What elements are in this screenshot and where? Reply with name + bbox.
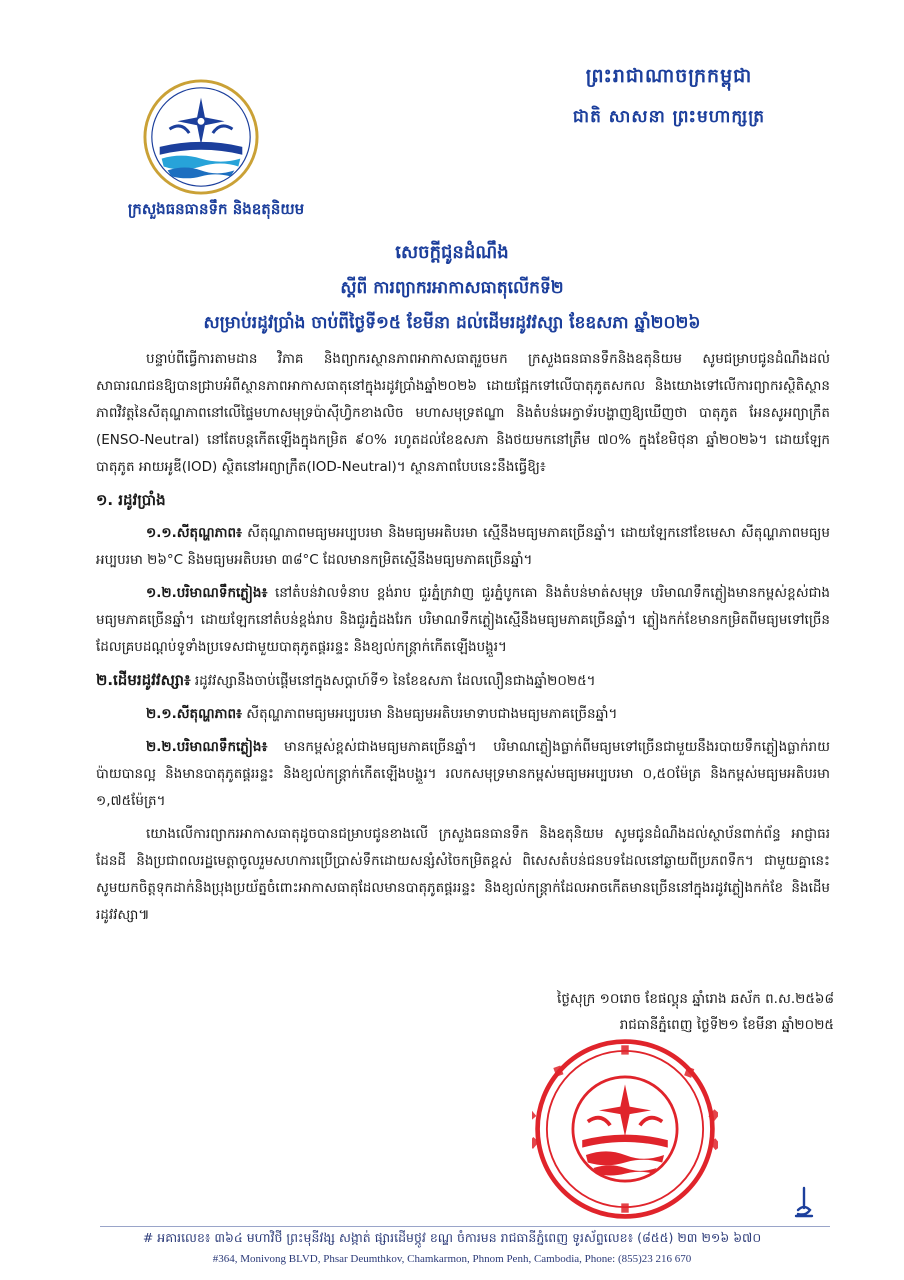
footer-address-english: #364, Monivong BLVD, Phsar Deumthkov, Chamkarmon, Phnom Penh, Cambodia, Phone: (855)23 216 670: [212, 1253, 692, 1265]
notice-title: សេចក្ដីជូនដំណឹង: [395, 242, 509, 263]
intro-paragraph: បន្ទាប់ពីធ្វើការតាមដាន វិភាគ និងព្យាករស្ថានភាពអាកាសធាតុរួចមក ក្រសួងធនធានទឹកនិងឧតុនិយម សូមជម្រាបជូនដំណឹងដល់សាធារណជនឱ្យបានជ្រាបអំពីស្ថានភាពអាកាសធាតុនៅក្នុងរដូវប្រាំងឆ្នាំ២០២៦ ដោយផ្អែកទៅលើបាតុភូតសកល និងយោងទៅលើការព្យាករស្ថិតិស្ថានភាពវិវត្តនៃសីតុណ្ហភាពនៅលើផ្ទៃមហាសមុទ្រប៉ាស៊ីហ្វិកខាងលិច មហាសមុទ្រឥណ្ឌា និងតំបន់អេក្វាទ័របង្ហាញឱ្យឃើញថា បាតុភូត អែនសូអព្យាក្រឹត (ENSO-Neutral) នៅតែបន្តកើតឡើងក្នុងកម្រិត ៩០% រហូតដល់ខែឧសភា និងថយមកនៅត្រឹម ៧០% ក្នុងខែមិថុនា ឆ្នាំ២០២៦។ ដោយឡែកបាតុភូត អាយអូឌី(IOD) ស្ថិតនៅអព្យាក្រឹត(IOD-Neutral)។ ស្ថានភាពបែបនេះនឹងធ្វើឱ្យ៖: [96, 351, 830, 475]
section2-heading-line: [96, 667, 830, 695]
date-block: [454, 986, 834, 1038]
solar-date: រាជធានីភ្នំពេញ ថ្ងៃទី២១ ខែមីនា ឆ្នាំ២០២៥: [619, 1017, 834, 1033]
notice-title-block: [70, 240, 834, 337]
section1-item1-label: ១.១.សីតុណ្ហភាព៖: [146, 525, 242, 541]
section1-item1-text: សីតុណ្ហភាពមធ្យមអប្បបរមា និងមធ្យមអតិបរមា ស្មើនឹងមធ្យមភាគច្រើនឆ្នាំ។ ដោយឡែកនៅខែមេសា សីតុណ្ហភាពមធ្យមអប្បបរមា ២៦°C និងមធ្យមអតិបរមា ៣៨°C ដែលមានកម្រិតស្មើនឹងមធ្យមភាគច្រើនឆ្នាំ។: [96, 525, 830, 568]
section2-item2-label: ២.២.បរិមាណទឹកភ្លៀង៖: [146, 739, 268, 755]
lunar-date: ថ្ងៃសុក្រ ១០រោច ខែផល្គុន ឆ្នាំរោង ឆស័ក ព.ស.២៥៦៨: [557, 991, 834, 1007]
section2-heading: ២.ដើមរដូវវស្សា៖: [96, 671, 191, 689]
notice-subject: ស្ដីពី ការព្យាករអាកាសធាតុលើកទី២: [340, 278, 564, 298]
official-seal-icon: [532, 1036, 718, 1222]
section2-item1-label: ២.១.សីតុណ្ហភាព៖: [146, 706, 242, 722]
notice-body: [96, 346, 830, 935]
section2-heading-text: រដូវវស្សានឹងចាប់ផ្ដើមនៅក្នុងសប្ដាហ៍ទី១ នៃខែឧសភា ដែលលឿនជាងឆ្នាំ២០២៥។: [190, 673, 596, 689]
section1-item2-text: នៅតំបន់វាលទំនាប ខ្ពង់រាប ជួរភ្នំក្រវាញ ជួរភ្នំបូកគោ និងតំបន់មាត់សមុទ្រ បរិមាណទឹកភ្លៀងមានកម្ពស់ខ្ពស់ជាងមធ្យមភាគច្រើនឆ្នាំ។ ដោយឡែកនៅតំបន់ខ្ពង់រាប និងជួរភ្នំដងរែក បរិមាណទឹកភ្លៀងស្មើនឹងមធ្យមភាគច្រើនឆ្នាំ។ ភ្លៀងកក់ខែមានកម្រិតពីមធ្យមទៅច្រើន ដែលគ្របដណ្ដប់ទូទាំងប្រទេសជាមួយបាតុភូតផ្គររន្ទះ និងខ្យល់កន្ត្រាក់កើតឡើងបង្គួរ។: [96, 585, 830, 655]
ministry-name: ក្រសួងធនធានទឹក និងឧតុនិយម: [127, 200, 305, 218]
kingdom-motto: ជាតិ សាសនា ព្រះមហាក្សត្រ: [572, 107, 766, 127]
footer-divider: [100, 1226, 830, 1227]
signature-icon: [792, 1186, 816, 1220]
footer-address-khmer: # អគារលេខ៖ ៣៦៤ មហាវិថី ព្រះមុនីវង្ស សង្កាត់ ផ្សារដើមថ្កូវ ខណ្ឌ ចំការមន រាជធានីភ្នំពេញ ទូរស័ព្ទលេខ៖ (៨៥៥) ២៣ ២១៦ ៦៧០: [142, 1230, 762, 1245]
section1-item2-label: ១.២.បរិមាណទឹកភ្លៀង៖: [146, 585, 268, 601]
section1-heading: ១. រដូវប្រាំង: [96, 491, 166, 509]
footer: [70, 1230, 834, 1265]
section1-item2: [96, 580, 830, 661]
section2-item2-text: មានកម្ពស់ខ្ពស់ជាងមធ្យមភាគច្រើនឆ្នាំ។ បរិមាណភ្លៀងធ្លាក់ពីមធ្យមទៅច្រើនជាមួយនឹងរបាយទឹកភ្លៀងធ្លាក់រាយប៉ាយបានល្អ និងមានបាតុភូតផ្គររន្ទះ និងខ្យល់កន្ត្រាក់កើតឡើងបង្គួរ។ រលកសមុទ្រមានកម្ពស់មធ្យមអប្បបរមា ០,៥០ម៉ែត្រ និងកម្ពស់មធ្យមអតិបរមា ១,៧៥ម៉ែត្រ។: [96, 739, 830, 809]
kingdom-title: ព្រះរាជាណាចក្រកម្ពុជា: [585, 65, 753, 87]
section2-item1-text: សីតុណ្ហភាពមធ្យមអប្បបរមា និងមធ្យមអតិបរមាទាបជាងមធ្យមភាគច្រើនឆ្នាំ។: [241, 706, 618, 722]
section2-item2: [96, 734, 830, 815]
kingdom-header: [504, 64, 834, 131]
section2-item1: [96, 701, 830, 728]
ministry-logo-icon: [142, 78, 260, 196]
closing-paragraph: យោងលើការព្យាករអាកាសធាតុដូចបានជម្រាបជូនខាងលើ ក្រសួងធនធានទឹក និងឧតុនិយម សូមជូនដំណឹងដល់ស្ថាប័នពាក់ព័ន្ធ អាជ្ញាធរដែនដី និងប្រជាពលរដ្ឋមេត្តាចូលរួមសហការប្រើប្រាស់ទឹកដោយសន្សំសំចៃកម្រិតខ្ពស់ ពិសេសតំបន់ជនបទដែលនៅឆ្ងាយពីប្រភពទឹក។ ជាមួយគ្នានេះ សូមយកចិត្តទុកដាក់និងប្រុងប្រយ័ត្នចំពោះអាកាសធាតុដែលមានបាតុភូតផ្គររន្ទះ និងខ្យល់កន្ត្រាក់ដែលអាចកើតមានច្រើននៅក្នុងរដូវភ្លៀងកក់ខែ និងដើមរដូវវស្សា៕: [96, 826, 830, 923]
notice-period: សម្រាប់រដូវប្រាំង ចាប់ពីថ្ងៃទី១៥ ខែមីនា ដល់ដើមរដូវវស្សា ខែឧសភា ឆ្នាំ២០២៦: [203, 313, 701, 333]
section1-item1: [96, 520, 830, 574]
